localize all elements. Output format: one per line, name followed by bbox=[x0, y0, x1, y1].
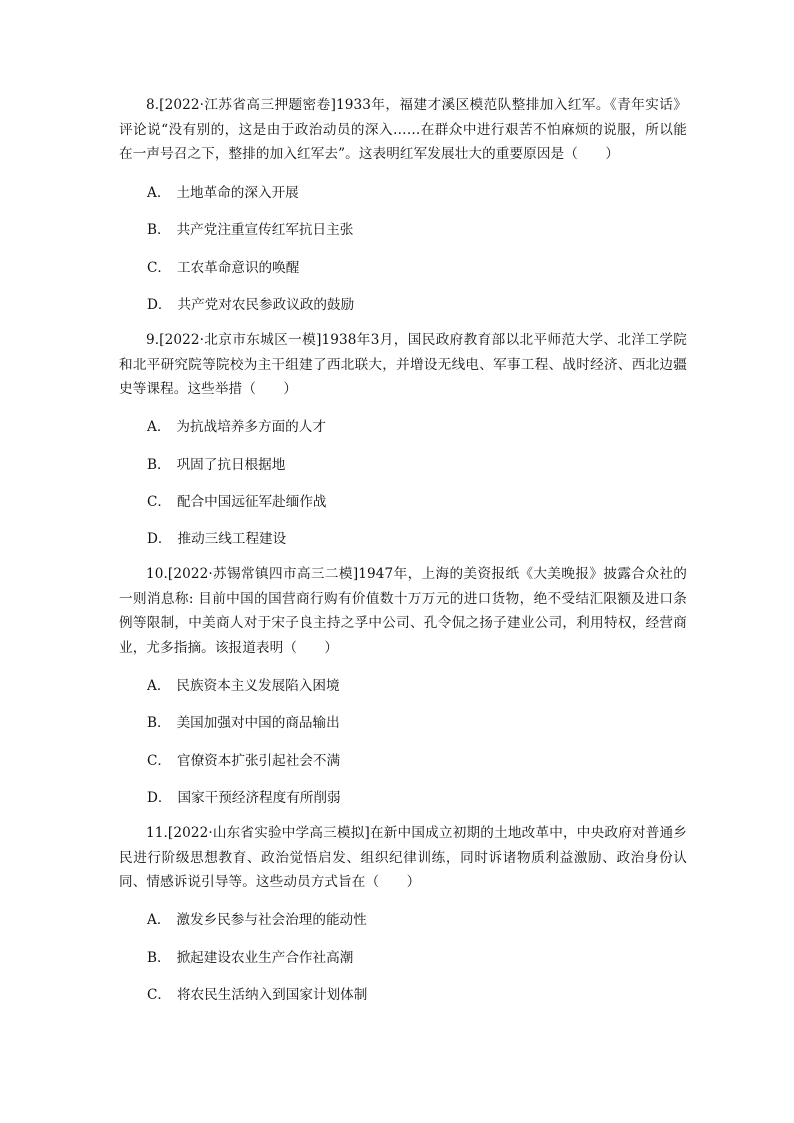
option-text: 将农民生活纳入到国家计划体制 bbox=[177, 987, 368, 1003]
option-text: 掀起建设农业生产合作社高潮 bbox=[176, 950, 354, 966]
question-8-option-b[interactable] bbox=[147, 220, 353, 240]
question-11-option-b[interactable] bbox=[147, 948, 353, 968]
question-10-stem: 10.[2022·苏锡常镇四市高三二模]1947年，上海的美资报纸《大美晚报》披露合众社的一则消息称: 目前中国的国营商行购有价值数十万万元的进口货物，绝不受结汇限额及进口条例等限制，中美商人对于宋子良主持之孚中公司、孔令侃之扬子建业公司，利用特权，经营商业，尤多指摘。该报道表明（ ） bbox=[119, 566, 687, 656]
question-8-option-a[interactable] bbox=[147, 183, 299, 203]
option-text: 推动三线工程建设 bbox=[177, 531, 287, 547]
option-text: 美国加强对中国的商品输出 bbox=[176, 715, 340, 731]
question-8-option-d[interactable] bbox=[147, 295, 354, 315]
question-10-option-b[interactable] bbox=[147, 713, 340, 733]
option-text: 共产党对农民参政议政的鼓励 bbox=[177, 297, 355, 313]
option-letter: B． bbox=[147, 457, 171, 473]
option-letter: C． bbox=[147, 260, 171, 276]
question-9-option-b[interactable] bbox=[147, 455, 285, 475]
question-8-stem: 8.[2022·江苏省高三押题密卷]1933年，福建才溪区模范队整排加入红军。《青年实话》评论说“没有别的，这是由于政治动员的深入……在群众中进行艰苦不怕麻烦的说服，所以能在一声号召之下，整排的加入红军去”。这表明红军发展壮大的重要原因是（ ） bbox=[119, 97, 687, 163]
option-letter: B． bbox=[147, 950, 171, 966]
question-8-option-c[interactable] bbox=[147, 258, 299, 278]
option-letter: A． bbox=[147, 185, 171, 201]
question-9-option-d[interactable] bbox=[147, 529, 286, 549]
option-text: 激发乡民参与社会治理的能动性 bbox=[176, 912, 367, 928]
option-text: 工农革命意识的唤醒 bbox=[177, 260, 300, 276]
option-letter: D． bbox=[147, 790, 172, 806]
option-letter: B． bbox=[147, 222, 171, 238]
question-11-option-c[interactable] bbox=[147, 985, 367, 1005]
question-9-option-c[interactable] bbox=[147, 492, 327, 512]
option-text: 民族资本主义发展陷入困境 bbox=[176, 678, 340, 694]
option-letter: C． bbox=[147, 753, 171, 769]
question-11-option-a[interactable] bbox=[147, 910, 367, 930]
option-text: 配合中国远征军赴缅作战 bbox=[177, 494, 327, 510]
option-letter: B． bbox=[147, 715, 171, 731]
question-9-stem: 9.[2022·北京市东城区一模]1938年3月，国民政府教育部以北平师范大学、北洋工学院和北平研究院等院校为主干组建了西北联大，并增设无线电、军事工程、战时经济、西北边疆史等课程。这些举措（ ） bbox=[119, 332, 687, 398]
option-text: 国家干预经济程度有所削弱 bbox=[177, 790, 341, 806]
option-text: 土地革命的深入开展 bbox=[176, 185, 299, 201]
question-9-option-a[interactable] bbox=[147, 417, 326, 437]
option-letter: C． bbox=[147, 494, 171, 510]
option-text: 共产党注重宣传红军抗日主张 bbox=[176, 222, 354, 238]
option-letter: D． bbox=[147, 531, 172, 547]
question-10-option-c[interactable] bbox=[147, 751, 340, 771]
question-10-option-a[interactable] bbox=[147, 676, 340, 696]
option-letter: A． bbox=[147, 912, 171, 928]
option-letter: D． bbox=[147, 297, 172, 313]
option-letter: A． bbox=[147, 419, 171, 435]
option-text: 巩固了抗日根据地 bbox=[176, 457, 286, 473]
question-10-option-d[interactable] bbox=[147, 788, 341, 808]
question-11-stem: 11.[2022·山东省实验中学高三模拟]在新中国成立初期的土地改革中，中央政府对普通乡民进行阶级思想教育、政治觉悟启发、组织纪律训练，同时诉诸物质利益激励、政治身份认同、情感诉说引导等。这些动员方式旨在（ ） bbox=[119, 825, 687, 891]
option-letter: C． bbox=[147, 987, 171, 1003]
option-text: 为抗战培养多方面的人才 bbox=[176, 419, 326, 435]
option-text: 官僚资本扩张引起社会不满 bbox=[177, 753, 341, 769]
option-letter: A． bbox=[147, 678, 171, 694]
